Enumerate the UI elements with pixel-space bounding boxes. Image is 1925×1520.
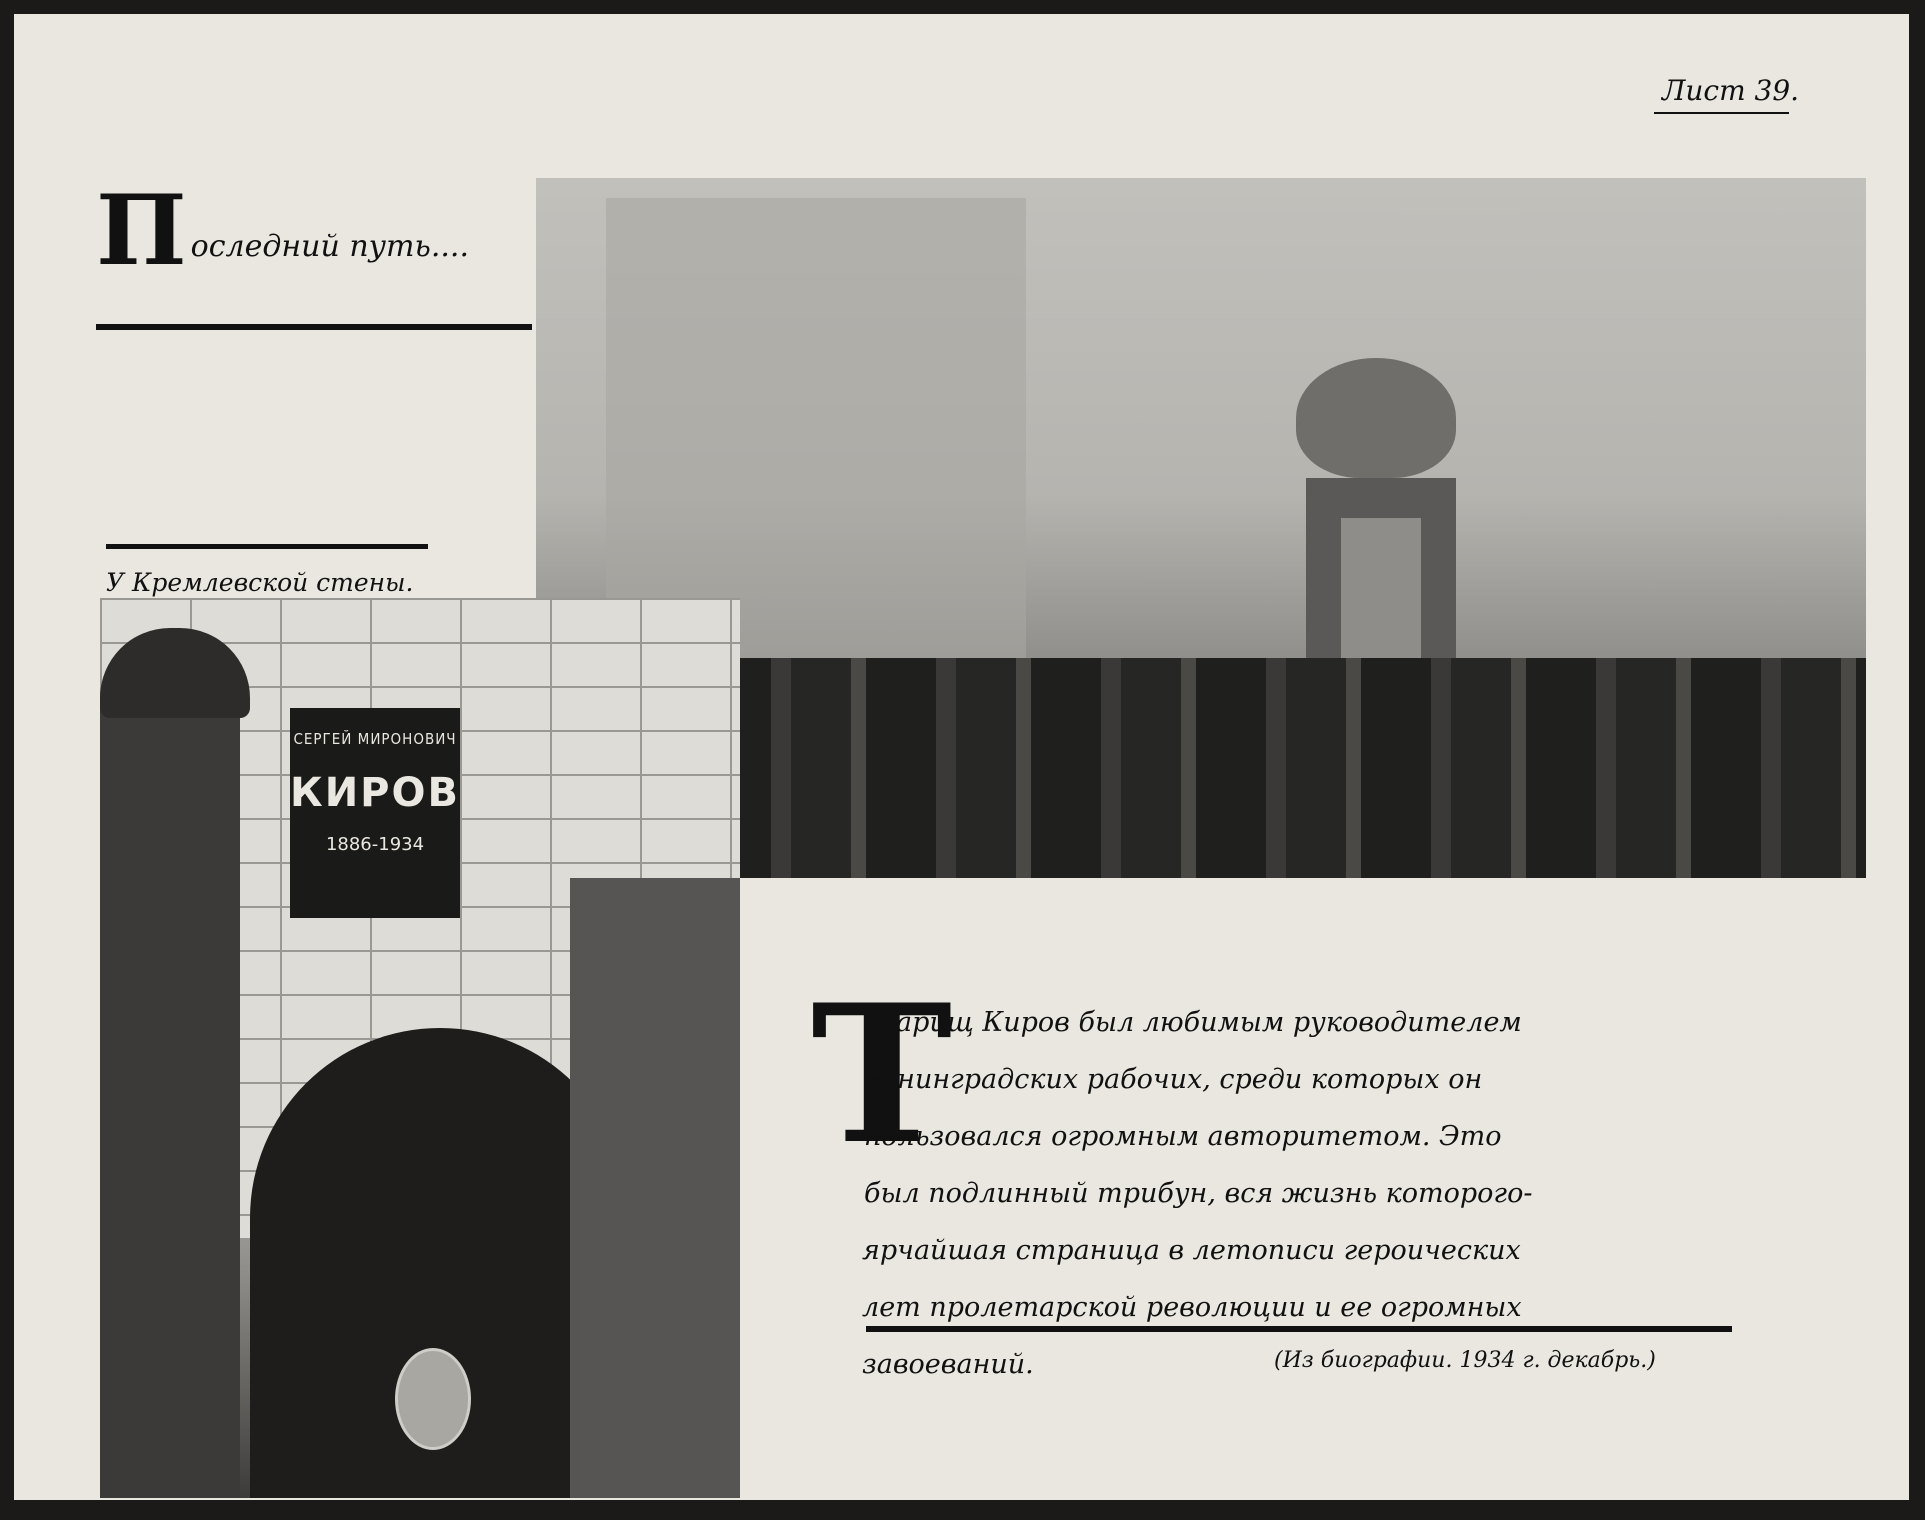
quote-initial-letter: Т <box>811 963 953 1186</box>
wreath-shape <box>1296 358 1456 478</box>
quote-line: ленинградских рабочих, среди которых он <box>864 1064 1483 1095</box>
portrait-medallion <box>395 1348 471 1450</box>
quote-rule <box>866 1326 1732 1332</box>
quote-source: (Из биографии. 1934 г. декабрь.) <box>1274 1348 1656 1373</box>
plaque-name: СЕРГЕЙ МИРОНОВИЧ <box>293 730 457 748</box>
guard-soldier-shape <box>100 638 240 1498</box>
quote-line: оварищ Киров был любимым руководителем <box>864 1007 1522 1038</box>
title-initial-letter: П <box>96 174 187 287</box>
quote-text <box>864 994 1744 1393</box>
plaque-surname: КИРОВ <box>290 770 460 816</box>
quote-line: пользовался огромным авторитетом. Это <box>864 1121 1502 1152</box>
sheet-number-underline <box>1654 112 1789 114</box>
photo-caption: У Кремлевской стены. <box>106 568 414 597</box>
flowers-shape <box>570 878 740 1498</box>
title-text: оследний путь.... <box>190 228 469 264</box>
memorial-plaque <box>290 708 460 918</box>
plaque-years: 1886-1934 <box>325 834 425 855</box>
quote-line: лет пролетарской революции и ее огромных <box>862 1292 1522 1323</box>
caption-rule <box>106 544 428 549</box>
kremlin-wall-grave-photo <box>100 598 740 1498</box>
sheet-number: Лист 39. <box>1662 74 1800 107</box>
page-title <box>96 174 469 287</box>
quote-line: завоеваний. <box>862 1349 1034 1380</box>
album-sheet <box>14 14 1909 1500</box>
quote-line: был подлинный трибун, вся жизнь которого- <box>864 1178 1533 1209</box>
title-rule <box>96 324 532 330</box>
quote-line: ярчайшая страница в летописи героических <box>862 1235 1521 1266</box>
monument-niche-shape <box>1341 518 1421 678</box>
